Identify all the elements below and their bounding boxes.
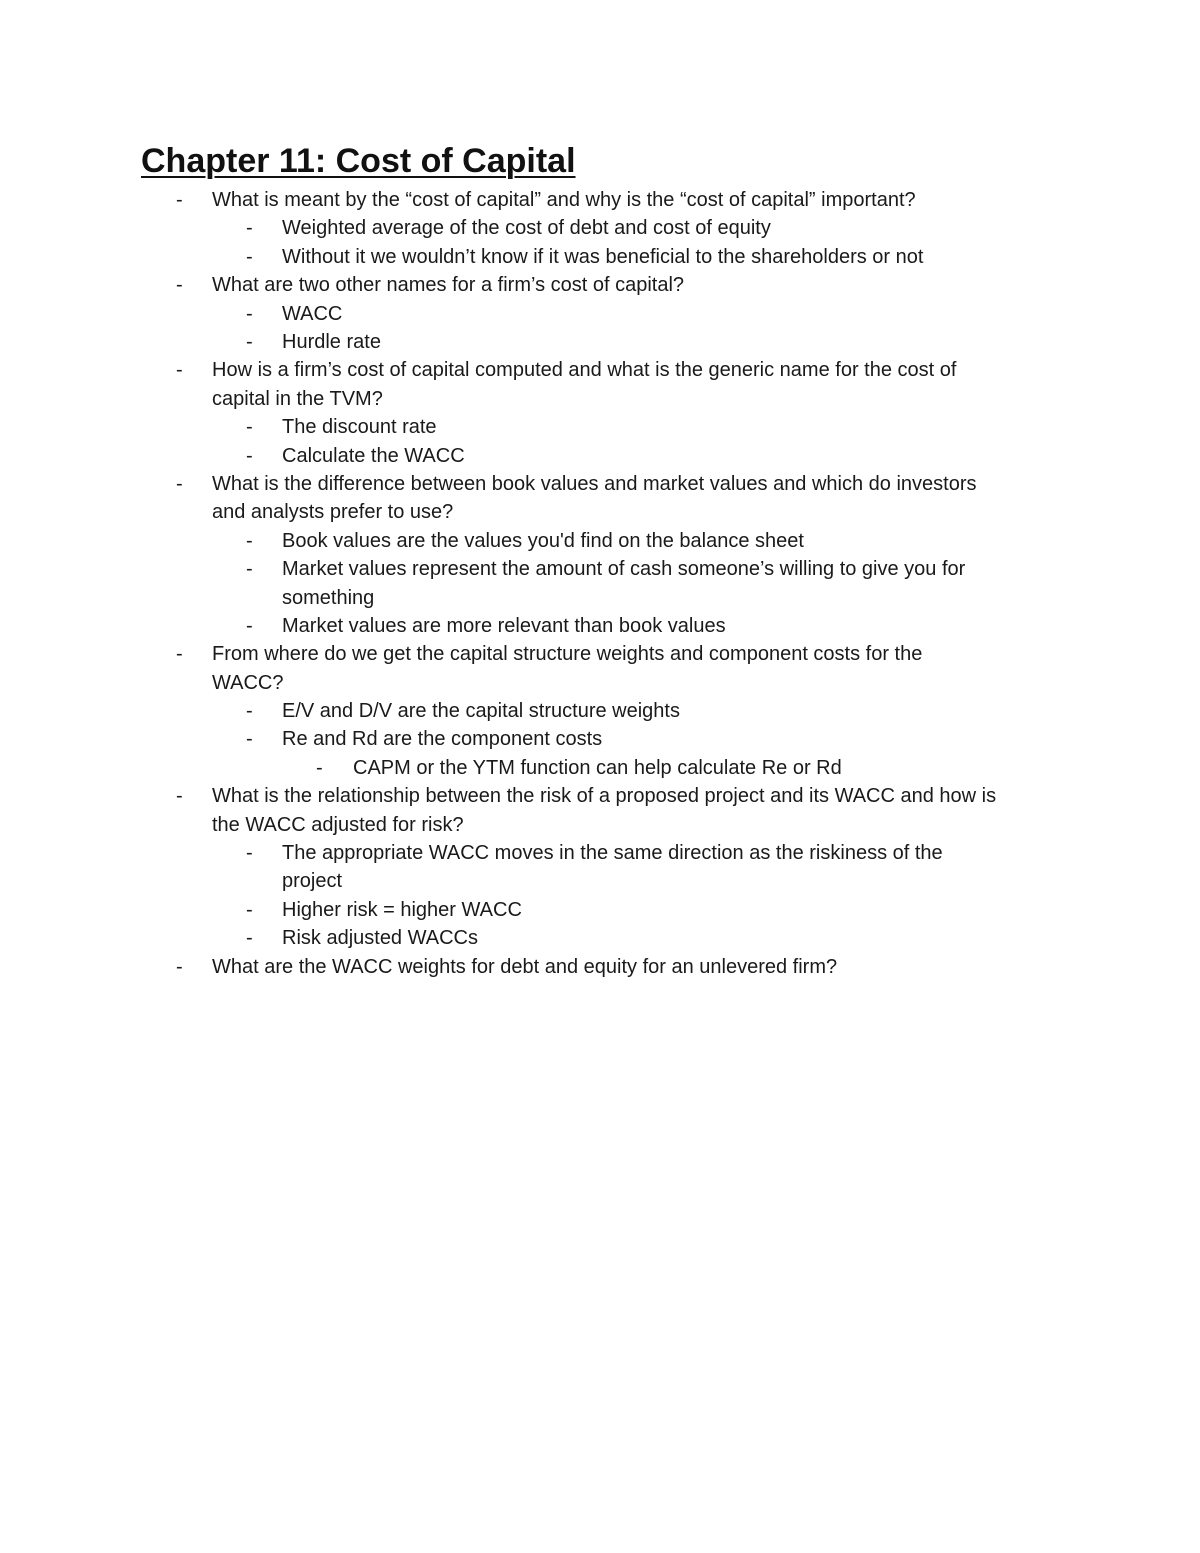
outline-item-text: [212, 782, 996, 839]
outline-item-line: What is the difference between book values and market values and which do investors: [212, 472, 977, 495]
outline-item-level-1: [0, 271, 1200, 299]
bullet-dash: -: [246, 245, 253, 268]
outline-item-line: Risk adjusted WACCs: [282, 927, 478, 950]
outline-item-line: project: [282, 870, 343, 893]
outline-item-text: [353, 754, 842, 782]
bullet-dash: -: [246, 444, 253, 467]
outline-item-level-2: [0, 413, 1200, 441]
outline-item-level-1: [0, 186, 1200, 214]
outline-item-line: the WACC adjusted for risk?: [212, 813, 464, 836]
outline-item-line: E/V and D/V are the capital structure weights: [282, 700, 680, 723]
outline-item-text: [282, 697, 680, 725]
outline-item-text: [282, 896, 522, 924]
outline-item-text: [282, 328, 381, 356]
outline-item-level-2: [0, 300, 1200, 328]
bullet-dash: -: [176, 472, 183, 495]
bullet-dash: -: [246, 898, 253, 921]
outline-item-text: [282, 725, 602, 753]
bullet-dash: -: [246, 728, 253, 751]
outline-item-text: [282, 924, 478, 952]
outline-item-text: [212, 186, 916, 214]
outline-item-text: [282, 839, 943, 896]
outline-item-level-2: [0, 442, 1200, 470]
outline-item-level-2: [0, 725, 1200, 753]
bullet-dash: -: [316, 756, 323, 779]
outline-item-level-2: [0, 612, 1200, 640]
bullet-dash: -: [176, 274, 183, 297]
outline-item-line: Higher risk = higher WACC: [282, 898, 522, 921]
outline-item-level-2: [0, 555, 1200, 612]
bullet-dash: -: [246, 302, 253, 325]
outline-item-text: [212, 640, 922, 697]
outline-item-line: Book values are the values you'd find on the balance sheet: [282, 529, 804, 552]
outline-item-line: From where do we get the capital structure weights and component costs for the: [212, 643, 923, 666]
outline-item-text: [212, 470, 977, 527]
bullet-dash: -: [246, 529, 253, 552]
outline-item-text: [282, 243, 923, 271]
bullet-dash: -: [246, 217, 253, 240]
bullet-dash: -: [176, 359, 183, 382]
outline-item-line: How is a firm’s cost of capital computed and what is the generic name for the cost of: [212, 359, 957, 382]
outline-item-text: [282, 214, 771, 242]
outline-item-line: WACC: [282, 302, 343, 325]
bullet-dash: -: [176, 955, 183, 978]
outline-item-line: Market values represent the amount of cash someone’s willing to give you for: [282, 558, 966, 581]
outline-item-line: The appropriate WACC moves in the same direction as the riskiness of the: [282, 842, 943, 865]
outline-item-line: The discount rate: [282, 416, 437, 439]
bullet-dash: -: [246, 416, 253, 439]
bullet-dash: -: [246, 558, 253, 581]
outline-item-text: [282, 555, 965, 612]
outline-item-line: Market values are more relevant than book values: [282, 614, 726, 637]
outline-item-level-2: [0, 328, 1200, 356]
outline-item-line: Re and Rd are the component costs: [282, 728, 603, 751]
outline-item-line: CAPM or the YTM function can help calculate Re or Rd: [353, 756, 842, 779]
outline-item-level-3: [0, 754, 1200, 782]
outline-item-text: [282, 300, 342, 328]
document-title: Chapter 11: Cost of Capital: [141, 142, 576, 180]
outline-item-level-2: [0, 214, 1200, 242]
outline-item-line: Hurdle rate: [282, 330, 381, 353]
bullet-dash: -: [176, 643, 183, 666]
outline-item-level-1: [0, 640, 1200, 697]
outline-list: [0, 186, 1200, 981]
outline-item-line: What is the relationship between the risk of a proposed project and its WACC and how is: [212, 785, 997, 808]
outline-item-line: Without it we wouldn’t know if it was beneficial to the shareholders or not: [282, 245, 924, 268]
outline-item-text: [212, 953, 837, 981]
outline-item-line: Weighted average of the cost of debt and cost of equity: [282, 217, 771, 240]
outline-item-line: something: [282, 586, 375, 609]
outline-item-level-1: [0, 953, 1200, 981]
outline-item-line: What is meant by the “cost of capital” and why is the “cost of capital” important?: [212, 189, 916, 211]
outline-item-line: WACC?: [212, 671, 284, 694]
outline-item-text: [282, 527, 804, 555]
bullet-dash: -: [246, 927, 253, 950]
outline-item-line: Calculate the WACC: [282, 444, 465, 467]
outline-item-text: [282, 413, 437, 441]
outline-item-line: and analysts prefer to use?: [212, 501, 454, 524]
outline-item-level-2: [0, 243, 1200, 271]
outline-item-level-1: [0, 470, 1200, 527]
outline-item-level-1: [0, 782, 1200, 839]
outline-item-level-2: [0, 896, 1200, 924]
outline-item-text: [212, 271, 684, 299]
outline-item-text: [212, 356, 956, 413]
outline-item-line: What are the WACC weights for debt and equity for an unlevered firm?: [212, 955, 838, 978]
bullet-dash: -: [176, 189, 183, 211]
outline-item-level-2: [0, 924, 1200, 952]
outline-item-line: capital in the TVM?: [212, 387, 383, 410]
outline-item-text: [282, 612, 726, 640]
outline-item-level-2: [0, 839, 1200, 896]
bullet-dash: -: [246, 330, 253, 353]
outline-item-line: What are two other names for a firm’s cost of capital?: [212, 274, 685, 297]
bullet-dash: -: [246, 700, 253, 723]
bullet-dash: -: [176, 785, 183, 808]
outline-item-text: [282, 442, 465, 470]
outline-item-level-2: [0, 527, 1200, 555]
outline-item-level-2: [0, 697, 1200, 725]
outline-item-level-1: [0, 356, 1200, 413]
bullet-dash: -: [246, 842, 253, 865]
bullet-dash: -: [246, 614, 253, 637]
